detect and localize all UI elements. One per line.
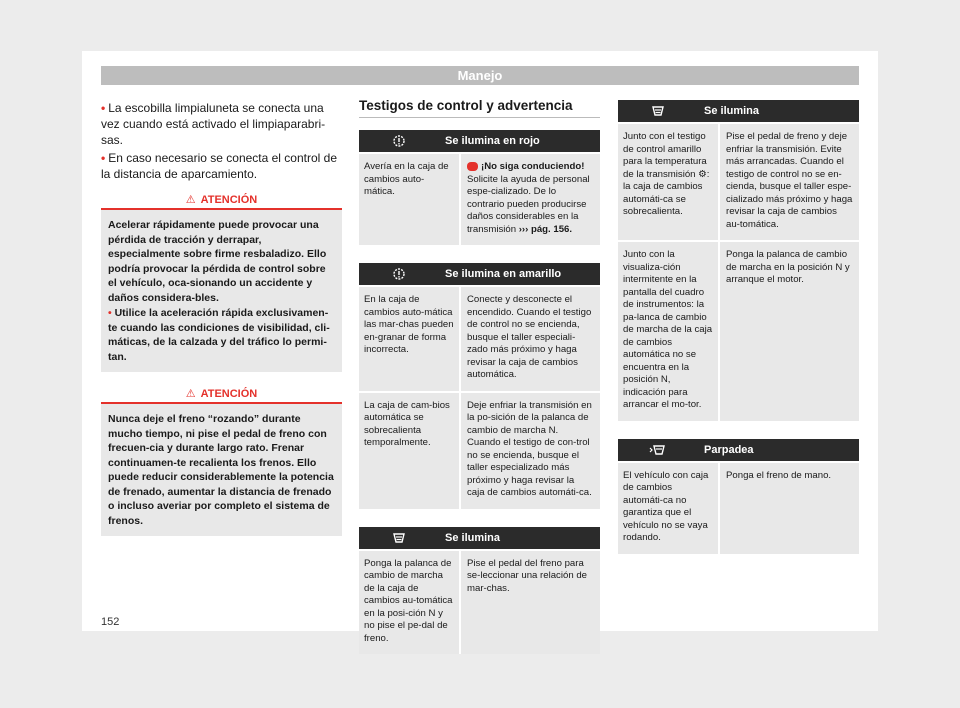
bullet-dot-icon: •: [101, 101, 106, 115]
brake-pedal-flash-icon: [618, 442, 698, 457]
table-header: Se ilumina: [359, 527, 600, 549]
page-number: 152: [101, 616, 120, 628]
bullet-item: • En caso necesario se conecta el control de la distancia de aparcamiento.: [101, 151, 338, 181]
warning-header: ⚠ ATENCIÓN: [101, 386, 342, 404]
indicator-table: [618, 439, 859, 554]
gear-warning-icon: [359, 134, 439, 149]
table-header: Se ilumina en amarillo: [359, 263, 600, 285]
gear-warning-icon: [359, 267, 439, 282]
table-row: Junto con la visualiza-ción intermitente en la pantalla del cuadro de instrumentos: la pa-lanca de cambio de marcha de la caja de cambios automática no se encuentra en la posición N, indicación para arrancar el mo-tor. Ponga la palanca de cambio de marcha en la posición N y arranque el motor.: [618, 240, 859, 421]
table-header: Se ilumina en rojo: [359, 130, 600, 152]
bullet-dot-icon: •: [101, 151, 106, 165]
warning-box: [101, 386, 342, 536]
warning-text: Acelerar rápidamente puede provocar una pérdida de tracción y derrapar, especialmente sobre firme resbaladizo. Ello podría provocar la pérdida de control sobre el vehículo, oca-sionando un accidente y daños considera-bles. • Utilice la aceleración rápida exclusivamen-te cuando las condiciones de visibilidad, cli-máticas, de la calzada y del tráfico lo permi-tan.: [108, 219, 330, 363]
chapter-header: Manejo: [101, 66, 859, 85]
table-header: Se ilumina: [618, 100, 859, 122]
warning-box: [101, 192, 342, 372]
indicator-table: [618, 100, 859, 421]
bullet-item: • La escobilla limpialuneta se conecta una vez cuando está activado el limpiaparabri-sas.: [101, 101, 326, 147]
table-row: El vehículo con caja de cambios automáti-ca no garantiza que el vehículo no se vaya rodando. Ponga el freno de mano.: [618, 461, 859, 554]
warning-triangle-icon: ⚠: [185, 194, 196, 206]
warning-text: Nunca deje el freno “rozando” durante mucho tiempo, ni pise el pedal de freno con frecuen-cia y durante largo rato. Frenar continuamen-te recalienta los frenos. Ello puede reducir considerablemente la potencia de frenado, aumentar la distancia de frenado o incluso averiar por completo el sistema de frenos.: [108, 413, 334, 527]
brake-pedal-icon: [359, 530, 439, 545]
indicator-table: [359, 263, 600, 509]
table-header: Parpadea: [618, 439, 859, 461]
page-reference-link[interactable]: ››› pág. 156.: [518, 223, 573, 235]
bullet-dot-icon: •: [108, 307, 115, 319]
warning-triangle-icon: ⚠: [185, 388, 196, 400]
column-middle: [359, 98, 600, 672]
column-right: [618, 100, 859, 572]
table-row: Junto con el testigo de control amarillo para la temperatura de la transmisión ⚙: la caja de cambios automáti-ca se sobrecalienta. Pise el pedal de freno y deje enfriar la transmisión. Evite más arrancadas. Cuando el testigo de control no se en-cienda, busque el taller espe-cializado más próximo y haga revisar la caja de cambios au-tomática.: [618, 122, 859, 240]
table-row: Ponga la palanca de cambio de marcha de la caja de cambios au-tomática en la posi-ción N y no pise el pe-dal de freno. Pise el pedal del freno para se-leccionar una relación de mar-chas.: [359, 549, 600, 655]
indicator-table: [359, 527, 600, 655]
table-row: Avería en la caja de cambios auto-mática. ¡No siga conduciendo! Solicite la ayuda de personal espe-cializado. De lo contrario pueden producirse daños considerables en la transmisión ››› pág. 156.: [359, 152, 600, 245]
brake-pedal-icon: [618, 104, 698, 119]
warning-header: ⚠ ATENCIÓN: [101, 192, 342, 210]
table-row: En la caja de cambios auto-mática las mar-chas pueden en-granar de forma incorrecta. Conecte y desconecte el encendido. Cuando el testigo de control no se encienda, busque el taller especiali-zado más próximo y haga revisar la caja de cambios automática.: [359, 285, 600, 391]
column-left: [101, 100, 342, 536]
indicator-table: [359, 130, 600, 245]
section-title: Testigos de control y advertencia: [359, 98, 600, 118]
red-warning-icon: [467, 162, 478, 171]
table-row: La caja de cam-bios automática se sobrecalienta temporalmente. Deje enfriar la transmisión en la po-sición de la palanca de cambio de marcha N. Cuando el testigo de con-trol no se encienda, busque el taller especializado más próximo y haga revisar la caja de cambios automáti-ca.: [359, 391, 600, 509]
